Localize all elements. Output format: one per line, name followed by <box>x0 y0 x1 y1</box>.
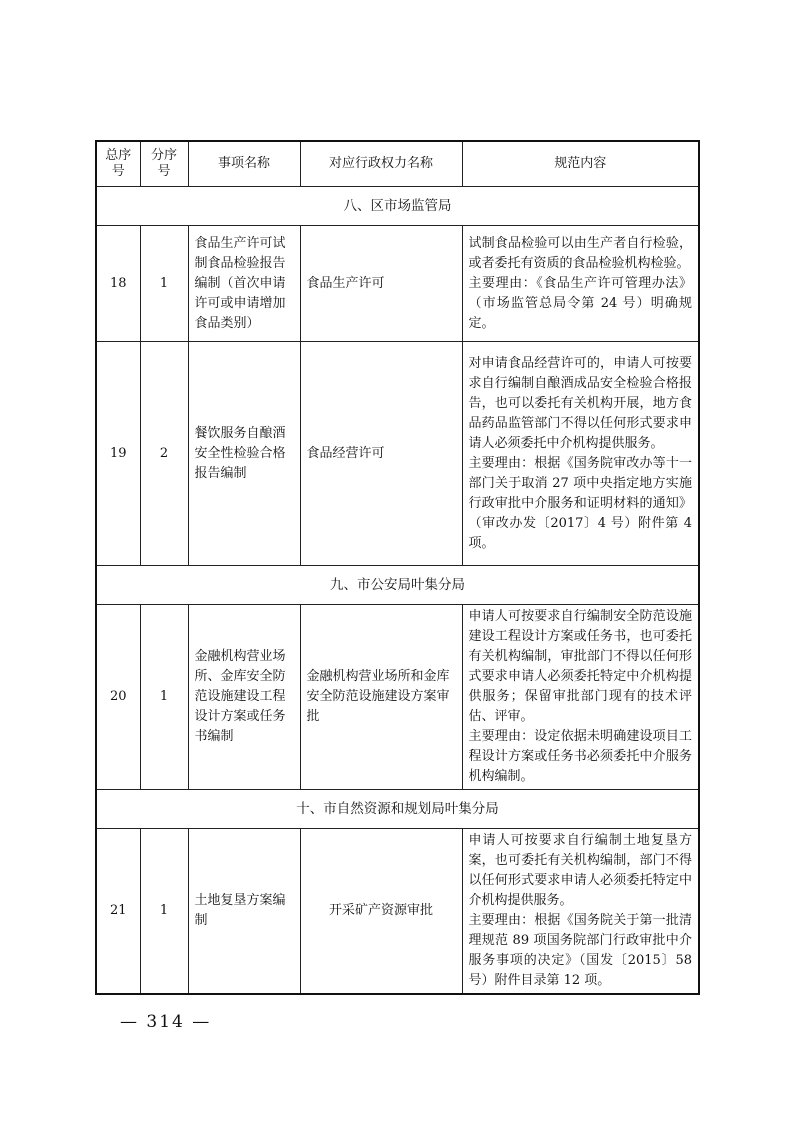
section-row <box>96 187 699 226</box>
header-content: 规范内容 <box>462 141 699 187</box>
table-row <box>96 829 699 995</box>
content-reason: 主要理由：根据《国务院审改办等十一部门关于取消 27 项中央指定地方实施行政审批中介服务和证明材料的通知》（审改办发〔2017〕4 号）附件第 4 项。 <box>468 455 692 551</box>
power-name-cell: 食品生产许可 <box>300 226 462 342</box>
section-row <box>96 566 699 605</box>
section-title: 八、区市场监管局 <box>96 187 699 226</box>
content-reason: 主要理由：根据《国务院关于第一批清理规范 89 项国务院部门行政审批中介服务事项的决定》（国发〔2015〕58 号）附件目录第 12 项。 <box>468 913 692 988</box>
content-reason: 主要理由：《食品生产许可管理办法》（市场监管总局令第 24 号）明确规定。 <box>468 275 692 331</box>
item-name-cell: 餐饮服务自酿酒安全性检验合格报告编制 <box>188 342 300 566</box>
content-paragraph: 试制食品检验可以由生产者自行检验，或者委托有资质的食品检验机构检验。 <box>468 235 692 271</box>
sub-no-cell: 2 <box>140 342 188 566</box>
header-item-name: 事项名称 <box>188 141 300 187</box>
section-row <box>96 790 699 829</box>
sub-no-cell: 1 <box>140 605 188 790</box>
content-reason: 主要理由：设定依据未明确建设项目工程设计方案或任务书必须委托中介服务机构编制。 <box>468 729 692 784</box>
sub-no-cell: 1 <box>140 226 188 342</box>
item-name-cell: 土地复垦方案编制 <box>188 829 300 995</box>
header-total-no: 总序号 <box>96 141 140 187</box>
content-cell <box>462 829 699 995</box>
item-name-cell: 金融机构营业场所、金库安全防范设施建设工程设计方案或任务书编制 <box>188 605 300 790</box>
regulation-table <box>95 140 700 995</box>
section-title: 十、市自然资源和规划局叶集分局 <box>96 790 699 829</box>
total-no-cell: 18 <box>96 226 140 342</box>
total-no-cell: 21 <box>96 829 140 995</box>
content-cell <box>462 226 699 342</box>
content-paragraph: 对申请食品经营许可的，申请人可按要求自行编制自酿酒成品安全检验合格报告，也可以委托有关机构开展，地方食品药品监管部门不得以任何形式要求申请人必须委托中介机构提供服务。 <box>468 355 692 451</box>
total-no-cell: 19 <box>96 342 140 566</box>
table-row <box>96 342 699 566</box>
regulation-table-container <box>95 140 698 995</box>
section-title: 九、市公安局叶集分局 <box>96 566 699 605</box>
content-cell <box>462 342 699 566</box>
content-cell <box>462 605 699 790</box>
header-power-name: 对应行政权力名称 <box>300 141 462 187</box>
power-name-cell: 开采矿产资源审批 <box>300 829 462 995</box>
header-row <box>96 141 699 187</box>
header-sub-no: 分序号 <box>140 141 188 187</box>
page-number: — 314 — <box>120 1012 212 1032</box>
power-name-cell: 金融机构营业场所和金库安全防范设施建设方案审批 <box>300 605 462 790</box>
table-row <box>96 605 699 790</box>
total-no-cell: 20 <box>96 605 140 790</box>
power-name-cell: 食品经营许可 <box>300 342 462 566</box>
content-paragraph: 申请人可按要求自行编制土地复垦方案，也可委托有关机构编制，部门不得以任何形式要求申请人必须委托特定中介机构提供服务。 <box>468 833 692 908</box>
item-name-cell: 食品生产许可试制食品检验报告编制（首次申请许可或申请增加食品类别） <box>188 226 300 342</box>
sub-no-cell: 1 <box>140 829 188 995</box>
content-paragraph: 申请人可按要求自行编制安全防范设施建设工程设计方案或任务书，也可委托有关机构编制，审批部门不得以任何形式要求申请人必须委托特定中介机构提供服务；保留审批部门现有的技术评估、评审。 <box>468 609 692 724</box>
table-row <box>96 226 699 342</box>
